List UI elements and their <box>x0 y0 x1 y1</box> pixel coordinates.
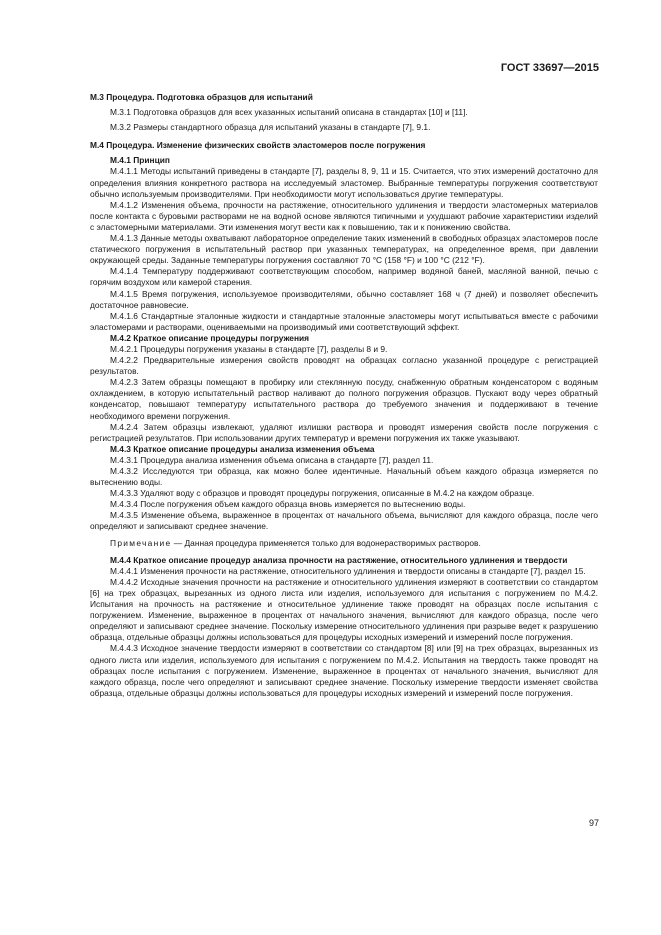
paragraph: М.4.2.3 Затем образцы помещают в пробирку или стеклянную посуду, снабженную обратным конденсатором с водяным охлаждением, в которую испытательный раствор наливают до полного погружения образцов. Пускают воду через обратный конденсатор, повышают температуру испытательного раствора до требуемого значения и поддерживают в течение необходимого времени погружения. <box>90 377 598 421</box>
document-body <box>90 92 598 699</box>
paragraph: М.4.3.1 Процедура анализа изменения объема описана в стандарте [7], раздел 11. <box>110 454 434 465</box>
section-m4-title: М.4 Процедура. Изменение физических свойств эластомеров после погружения <box>90 140 426 151</box>
note-text: — Данная процедура применяется только для водонерастворимых растворов. <box>171 537 481 548</box>
subsection-m42-title: М.4.2 Краткое описание процедуры погружения <box>110 332 310 343</box>
paragraph: М.4.1.2 Изменения объема, прочности на растяжение, относительного удлинения и твердости эластомерных материалов после контакта с буровыми растворами не на водной основе являются типичными и ухудшают рабочие характеристики изделий с эластомерными материалами. Эти изменения могут вести как к повышению, так и к понижению свойства. <box>90 199 598 232</box>
paragraph: М.4.3.5 Изменение объема, выраженное в процентах от начального объема, вычисляют для каждого образца, после чего определяют и записывают среднее значение. <box>90 510 598 532</box>
paragraph: М.4.2.1 Процедуры погружения указаны в стандарте [7], разделы 8 и 9. <box>110 343 388 354</box>
paragraph: М.4.3.3 Удаляют воду с образцов и проводят процедуры погружения, описанные в М.4.2 на каждом образце. <box>110 488 535 499</box>
paragraph: М.4.4.1 Изменения прочности на растяжение, относительного удлинения и твердости описаны в стандарте [7], раздел 15. <box>110 565 586 576</box>
page-number: 97 <box>588 818 599 828</box>
note <box>90 538 598 549</box>
paragraph: М.4.3.2 Исследуются три образца, как можно более идентичные. Начальный объем каждого образца измеряется по вытеснению воды. <box>90 466 598 488</box>
paragraph: М.4.1.1 Методы испытаний приведены в стандарте [7], разделы 8, 9, 11 и 15. Считается, что этих измерений достаточно для определения влияния конкретного раствора на исследуемый эластомер. Выбранные температуры погружения соответствуют обычно используемым производителями. При необходимости могут использоваться другие температуры. <box>90 166 598 199</box>
paragraph: М.4.1.3 Данные методы охватывают лабораторное определение таких изменений в свободных образцах эластомеров после статического погружения в испытательный раствор при указанных температурах, на определенное время, при давлении окружающей среды. Заданные температуры погружения составляют 70 °С (158 °F) и 100 °С (212 °F). <box>90 233 598 266</box>
section-m3-title: М.3 Процедура. Подготовка образцов для испытаний <box>90 92 313 102</box>
subsection-m44-title: М.4.4 Краткое описание процедур анализа прочности на растяжение, относительного удлинения и твердости <box>110 554 568 565</box>
paragraph: М.4.1.4 Температуру поддерживают соответствующим способом, например водяной баней, масляной ванной, печью с горячим воздухом или камерой старения. <box>90 266 598 288</box>
paragraph: М.3.1 Подготовка образцов для всех указанных испытаний описана в стандартах [10] и [11]. <box>110 107 468 118</box>
paragraph: М.4.2.4 Затем образцы извлекают, удаляют излишки раствора и проводят измерения свойств после погружения с регистрацией результатов. При использовании других температур и времени погружения их также указывают. <box>90 421 598 443</box>
subsection-m43-title: М.4.3 Краткое описание процедуры анализа изменения объема <box>110 443 375 454</box>
paragraph: М.4.1.5 Время погружения, используемое производителями, обычно составляет 168 ч (7 дней) и позволяет обеспечить достаточное равновесие. <box>90 288 598 310</box>
subsection-m41-title: М.4.1 Принцип <box>110 155 170 166</box>
paragraph: М.4.2.2 Предварительные измерения свойств проводят на образцах согласно указанной процедуре с регистрацией результатов. <box>90 355 598 377</box>
paragraph: М.3.2 Размеры стандартного образца для испытаний указаны в стандарте [7], 9.1. <box>110 122 431 133</box>
note-label: Примечание <box>110 537 172 548</box>
paragraph: М.4.3.4 После погружения объем каждого образца вновь измеряется по вытеснению воды. <box>110 499 466 510</box>
paragraph: М.4.4.3 Исходное значение твердости измеряют в соответствии со стандартом [8] или [9] на трех образцах, вырезанных из одного листа или изделия, используемого для испытания с погружением по М.4.2. Испытания на твердость также проводят на образцах после испытания с погружением. Изменение, выраженное в процентах от начального значения, вычисляют для каждого образца, после чего определяют и записывают среднее значение. Поскольку измерение твердости изменяет свойства образца, отдельные образцы должны использоваться для процедуры исходных измерений и измерений после погружения. <box>90 643 598 698</box>
paragraph: М.4.1.6 Стандартные эталонные жидкости и стандартные эталонные эластомеры могут испытываться вместе с рабочими эластомерами и растворами, оцениваемыми на производимый ими соответствующий эффект. <box>90 310 598 332</box>
document-id: ГОСТ 33697—2015 <box>500 62 599 74</box>
paragraph: М.4.4.2 Исходные значения прочности на растяжение и относительного удлинения измеряют в соответствии со стандартом [6] на трех образцах, вырезанных из одного листа или изделия, используемого для испытания с погружением по М.4.2. Испытания на прочность на растяжение и относительное удлинение также проводят на образцах после испытания с погружением. Изменение, выраженное в процентах от начального значения, вычисляют для каждого образца, после чего определяют и записывают среднее значение. Поскольку измерение относительного удлинения при разрыве ведет к разрушению образца, отдельные образцы должны использоваться для процедуры исходных измерений и измерений после погружения. <box>90 576 598 643</box>
